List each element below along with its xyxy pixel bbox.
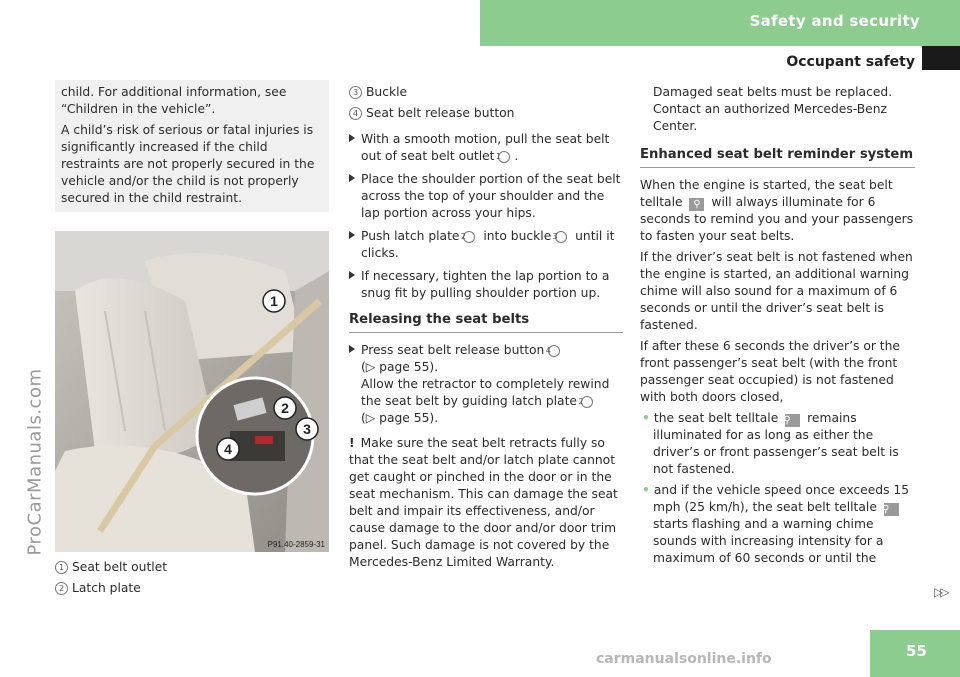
warning-note: ! Make sure the seat belt retracts fully so that the seat belt and/or latch plate cannot get caught or pinched in the door or in the seat mechanism. This can damage the seat belt and impair its effectiveness, and/or cause damage to the door and/or door trim panel. Such damage is not covered by the Mercedes-Benz Limited Warranty. <box>349 436 618 569</box>
note-paragraph-1: child. For additional information, see “Children in the vehicle”. <box>61 85 287 116</box>
caption-4: 4 Seat belt release button <box>349 105 623 122</box>
seat-belt-figure <box>55 231 329 552</box>
bullet-icon: • <box>642 483 650 497</box>
reminder-p3: If after these 6 seconds the driver’s or the front passenger’s seat belt (with the front passenger seat occupied) is not fastened with both doors closed, <box>640 339 900 404</box>
reminder-p2: If the driver’s seat belt is not fastened when the engine is started, an additional warning chime will also sound for a maximum of 6 seconds or until the driver’s seat belt is fastened. <box>640 250 913 332</box>
note-paragraph-2: A child’s risk of serious or fatal injuries is significantly increased if the child restraints are not properly secured in the vehicle and/or the child is not properly secured in the child restraint. <box>61 123 315 205</box>
column-3 <box>640 84 915 571</box>
release-step: Press seat belt release button 4 (▷ page 55). Allow the retractor to completely rewind the seat belt by guiding latch plate 2 (▷ page 55). <box>349 342 623 427</box>
step-1: With a smooth motion, pull the seat belt out of seat belt outlet 1 . <box>349 131 623 165</box>
step-3: Push latch plate 2 into buckle 3 until it clicks. <box>349 228 623 262</box>
note-box <box>55 80 329 212</box>
reminder-p1: When the engine is started, the seat belt telltale ⚲ will always illuminate for 6 seconds to remind you and your passengers to fasten your seat belts. <box>640 178 914 243</box>
svg-text:1: 1 <box>270 293 278 309</box>
side-watermark: ProCarManuals.com <box>24 368 46 556</box>
step-2: Place the shoulder portion of the seat belt across the top of your shoulder and the lap portion across your hips. <box>349 171 623 222</box>
releasing-title: Releasing the seat belts <box>349 312 623 333</box>
section-title: Safety and security <box>749 12 920 30</box>
caption-3: 3 Buckle <box>349 84 623 101</box>
figure-code: P91.40-2859-31 <box>267 540 325 549</box>
column-2 <box>349 84 623 575</box>
damaged-belts-text: Damaged seat belts must be replaced. Contact an authorized Mercedes-Benz Center. <box>653 85 893 133</box>
svg-text:2: 2 <box>281 400 289 416</box>
continue-arrow-icon: ▷▷ <box>934 585 947 599</box>
reminder-title: Enhanced seat belt reminder system <box>640 147 915 168</box>
seatbelt-telltale-icon: ⚲ <box>689 198 704 211</box>
subsection-title: Occupant safety <box>786 54 915 70</box>
svg-text:4: 4 <box>224 441 232 457</box>
bullet-icon: • <box>642 411 650 425</box>
caption-2: 2 Latch plate <box>55 580 141 597</box>
svg-text:3: 3 <box>303 421 311 437</box>
reminder-bullet-2: • and if the vehicle speed once exceeds 15 mph (25 km/h), the seat belt telltale ⚲ starts flashing and a warning chime sounds with increasing intensity for a maximum of 60 seconds or until the <box>642 483 910 565</box>
footer-watermark: carmanualsonline.info <box>596 651 772 667</box>
seatbelt-telltale-icon: ⚲ <box>785 414 800 427</box>
caption-1: 1 Seat belt outlet <box>55 559 167 576</box>
page-number: 55 <box>906 642 927 660</box>
step-4: If necessary, tighten the lap portion to a snug fit by pulling shoulder portion up. <box>349 268 623 302</box>
reminder-bullet-1: • the seat belt telltale ⚲ remains illuminated for as long as either the driver’s or front passenger’s seat belt is not fastened. <box>642 411 899 476</box>
page-number-tab <box>870 630 960 677</box>
warning-icon: ! <box>349 436 355 450</box>
header-marker <box>922 46 960 70</box>
seatbelt-telltale-icon: ⚲ <box>884 503 899 516</box>
